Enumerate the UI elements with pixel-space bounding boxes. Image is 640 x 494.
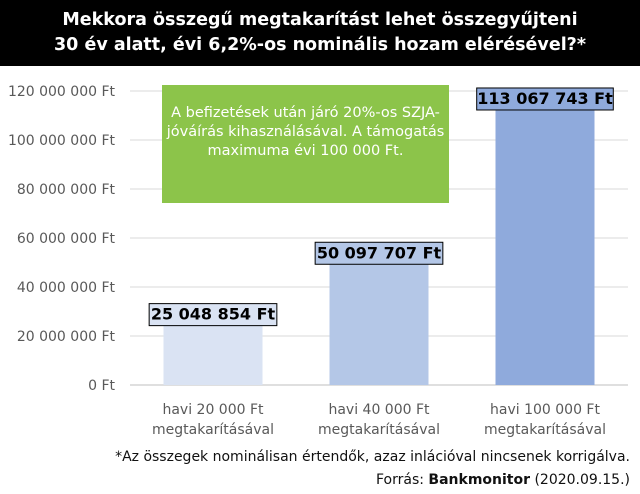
y-tick-label: 60 000 000 Ft bbox=[16, 231, 115, 247]
data-label: 25 048 854 Ft bbox=[150, 304, 276, 324]
data-label: 113 067 743 Ft bbox=[477, 88, 613, 108]
x-category-label: havi 20 000 Ft bbox=[162, 402, 264, 418]
y-tick-label: 120 000 000 Ft bbox=[7, 84, 115, 100]
chart-title-line-2: 30 év alatt, évi 6,2%-os nominális hozam elérésével?* bbox=[54, 35, 586, 55]
y-tick-label: 40 000 000 Ft bbox=[16, 280, 115, 296]
callout-line-2: jóváírás kihasználásával. A támogatás bbox=[166, 124, 445, 140]
bar bbox=[496, 108, 595, 385]
chart-title bbox=[0, 0, 640, 66]
callout-line-1: A befizetések után járó 20%-os SZJA- bbox=[171, 105, 440, 121]
bar bbox=[330, 262, 429, 385]
source-date: (2020.09.15.) bbox=[530, 472, 630, 488]
x-category-label: megtakarításával bbox=[484, 422, 606, 438]
footnote: *Az összegek nominálisan értendők, azaz inlációval nincsenek korrigálva. bbox=[115, 449, 630, 465]
y-tick-label: 20 000 000 Ft bbox=[16, 329, 115, 345]
source-line bbox=[376, 472, 630, 488]
data-label: 50 097 707 Ft bbox=[316, 243, 442, 263]
callout-box bbox=[162, 85, 449, 203]
chart-title-line-1: Mekkora összegű megtakarítást lehet összegyűjteni bbox=[62, 10, 578, 30]
y-tick-label: 80 000 000 Ft bbox=[16, 182, 115, 198]
y-tick-label: 100 000 000 Ft bbox=[7, 133, 115, 149]
source-prefix: Forrás: bbox=[375, 472, 429, 488]
y-tick-label: 0 Ft bbox=[88, 378, 115, 394]
callout-line-3: maximuma évi 100 000 Ft. bbox=[207, 143, 404, 159]
bar bbox=[164, 324, 263, 385]
source-name: Bankmonitor bbox=[428, 472, 531, 488]
x-category-label: megtakarításával bbox=[152, 422, 274, 438]
x-category-label: havi 100 000 Ft bbox=[490, 402, 600, 418]
x-category-label: megtakarításával bbox=[318, 422, 440, 438]
x-category-label: havi 40 000 Ft bbox=[328, 402, 430, 418]
